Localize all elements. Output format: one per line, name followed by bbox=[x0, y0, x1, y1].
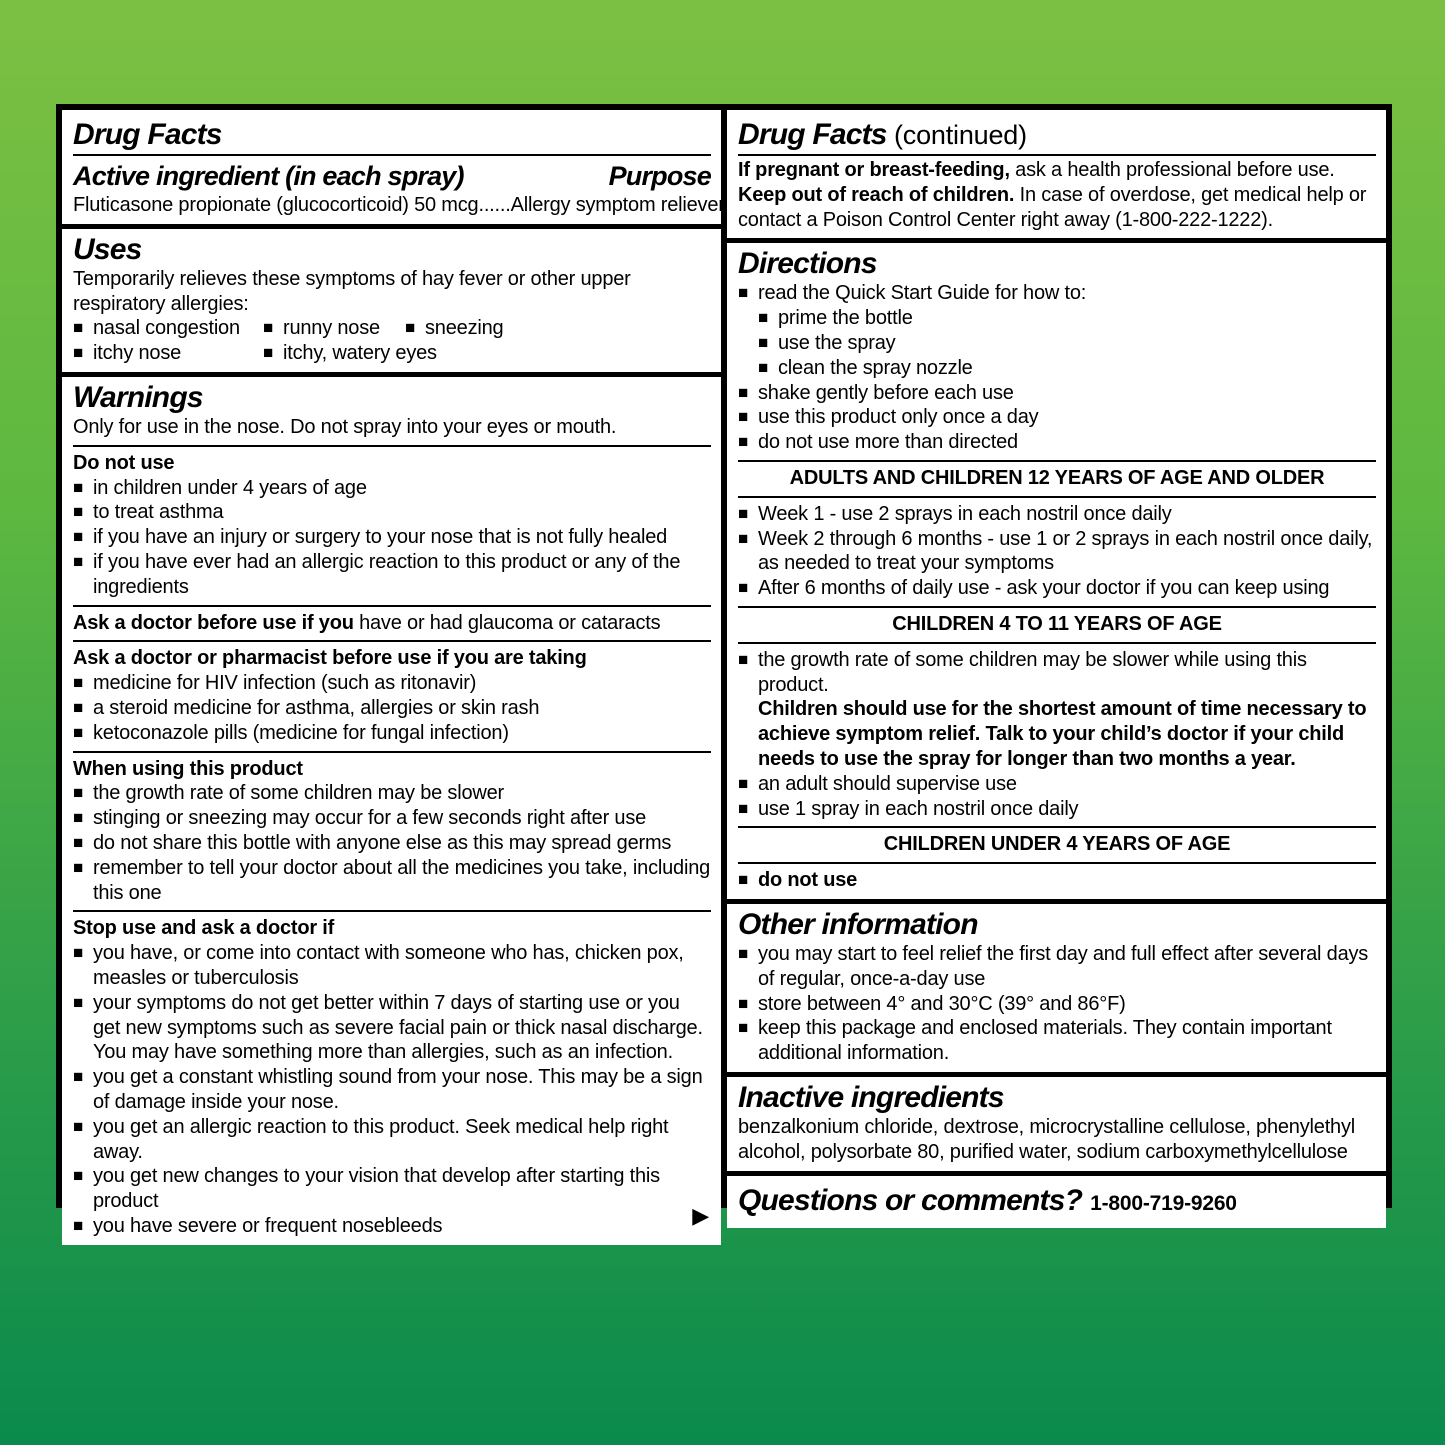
divider bbox=[738, 496, 1376, 498]
keep-away-line bbox=[738, 183, 1376, 233]
other-information-heading: Other information bbox=[738, 907, 978, 941]
bullet-icon: ■ bbox=[738, 993, 749, 1013]
list-item: ■ Week 2 through 6 months - use 1 or 2 sprays in each nostril once daily, as needed to treat your symptoms bbox=[738, 527, 1373, 575]
right-column bbox=[727, 110, 1386, 1217]
list-item: ■ clean the spray nozzle bbox=[758, 356, 973, 379]
list-item: ■ After 6 months of daily use - ask your doctor if you can keep using bbox=[738, 577, 1330, 600]
divider bbox=[738, 460, 1376, 462]
continued-title bbox=[738, 118, 1376, 156]
list-item: ■ do not use more than directed bbox=[738, 431, 1018, 454]
left-column bbox=[62, 110, 725, 1237]
divider bbox=[73, 445, 711, 447]
divider bbox=[738, 862, 1376, 864]
uses-heading: Uses bbox=[73, 232, 142, 266]
list-item: ■ read the Quick Start Guide for how to: bbox=[738, 282, 1087, 305]
ask-doctor-line bbox=[73, 611, 711, 636]
list-item: ■ a steroid medicine for asthma, allergies or skin rash bbox=[73, 696, 540, 719]
divider bbox=[73, 640, 711, 642]
bullet-icon: ■ bbox=[738, 432, 749, 452]
questions-phone: 1-800-719-9260 bbox=[1090, 1191, 1237, 1215]
active-ingredient-line: Fluticasone propionate (glucocorticoid) 50 mcg......Allergy symptom reliever bbox=[73, 194, 725, 216]
when-using-heading: When using this product bbox=[73, 757, 303, 780]
continued-panel bbox=[727, 110, 1386, 238]
inactive-ingredients-heading: Inactive ingredients bbox=[738, 1080, 1004, 1114]
list-item: ■ Week 1 - use 2 sprays in each nostril once daily bbox=[738, 502, 1172, 525]
bullet-icon: ■ bbox=[738, 407, 749, 427]
active-ingredient-panel bbox=[62, 110, 725, 224]
keep-away-text: In case of overdose, get medical help or contact a Poison Control Center right away (1-800-222-1222). bbox=[738, 183, 1367, 231]
directions-panel bbox=[727, 243, 1386, 899]
list-item: ■ you get a constant whistling sound from your nose. This may be a sign of damage inside your nose. bbox=[73, 1066, 703, 1113]
warnings-heading: Warnings bbox=[73, 380, 203, 414]
bullet-icon: ■ bbox=[738, 773, 749, 793]
bullet-icon: ■ bbox=[73, 697, 84, 717]
do-not-use-heading: Do not use bbox=[73, 451, 175, 474]
bullet-icon: ■ bbox=[73, 1166, 84, 1186]
list-item: ■ nasal congestion bbox=[73, 317, 240, 340]
bullet-icon: ■ bbox=[758, 332, 769, 352]
continued-suffix: (continued) bbox=[886, 120, 1027, 150]
list-item: ■ shake gently before each use bbox=[738, 381, 1014, 404]
bullet-icon: ■ bbox=[73, 808, 84, 828]
list-item: ■ keep this package and enclosed materials. They contain important additional information. bbox=[738, 1017, 1332, 1065]
list-item: ■ you may start to feel relief the first day and full effect after several days of regular, once-a-day use bbox=[738, 942, 1369, 990]
list-item: ■ use the spray bbox=[758, 331, 896, 354]
ask-doctor-text: have or had glaucoma or cataracts bbox=[353, 611, 661, 634]
purpose-heading: Purpose bbox=[608, 161, 711, 191]
list-item: ■ you have severe or frequent nosebleeds bbox=[73, 1214, 443, 1237]
list-item: ■ an adult should supervise use bbox=[738, 772, 1017, 795]
list-item: ■ you get an allergic reaction to this product. Seek medical help right away. bbox=[73, 1115, 669, 1163]
inactive-ingredients-text: benzalkonium chloride, dextrose, microcrystalline cellulose, phenylethyl alcohol, polysorbate 80, purified water, sodium carboxymethylcellulose bbox=[738, 1115, 1356, 1163]
active-ingredient-heading: Active ingredient (in each spray) bbox=[73, 161, 464, 191]
list-item: ■ sneezing bbox=[405, 317, 504, 340]
pregnant-heading: If pregnant or breast-feeding, bbox=[738, 159, 1010, 181]
bullet-icon: ■ bbox=[738, 943, 749, 963]
divider bbox=[73, 605, 711, 607]
bullet-icon: ■ bbox=[738, 870, 749, 890]
divider bbox=[73, 751, 711, 753]
list-item: ■ if you have an injury or surgery to your nose that is not fully healed bbox=[73, 526, 668, 549]
bullet-icon: ■ bbox=[738, 1018, 749, 1038]
children-growth-text: the growth rate of some children may be slower while using this product. Children should use for the shortest amount of time necessary to achieve symptom relief. Talk to your child’s doctor if your child needs to use the spray for longer than two months a year. bbox=[758, 648, 1367, 770]
children-bold-text: Children should use for the shortest amount of time necessary to achieve symptom relief. Talk to your child’s doctor if your child needs to use the spray for longer than two months a year. bbox=[758, 698, 1367, 770]
keep-away-heading: Keep out of reach of children. bbox=[738, 183, 1015, 206]
bullet-icon: ■ bbox=[758, 308, 769, 328]
bullet-icon: ■ bbox=[738, 649, 749, 669]
bullet-icon: ■ bbox=[263, 343, 274, 363]
list-item: ■ store between 4° and 30°C (39° and 86°F) bbox=[738, 992, 1126, 1015]
bullet-icon: ■ bbox=[738, 382, 749, 402]
list-item: ■ itchy nose bbox=[73, 342, 182, 365]
list-item: ■ your symptoms do not get better within 7 days of starting use or you get new symptoms such as severe facial pain or thick nasal discharge. You may have something more than allergies, such as an infection. bbox=[73, 991, 703, 1064]
pregnant-line bbox=[738, 158, 1376, 183]
divider bbox=[738, 642, 1376, 644]
bullet-icon: ■ bbox=[73, 502, 84, 522]
questions-label: Questions or comments? bbox=[738, 1183, 1083, 1217]
uses-panel bbox=[62, 229, 721, 372]
list-item: ■ runny nose bbox=[263, 317, 380, 340]
bullet-icon: ■ bbox=[738, 503, 749, 523]
bullet-icon: ■ bbox=[758, 357, 769, 377]
under4-heading: CHILDREN UNDER 4 YEARS OF AGE bbox=[883, 833, 1231, 856]
warnings-intro: Only for use in the nose. Do not spray into your eyes or mouth. bbox=[73, 415, 617, 438]
bullet-icon: ■ bbox=[73, 318, 84, 338]
divider bbox=[73, 910, 711, 912]
bullet-icon: ■ bbox=[73, 783, 84, 803]
bullet-icon: ■ bbox=[73, 527, 84, 547]
bullet-icon: ■ bbox=[263, 318, 274, 338]
bullet-icon: ■ bbox=[73, 857, 84, 877]
list-item: ■ in children under 4 years of age bbox=[73, 476, 367, 499]
bullet-icon: ■ bbox=[73, 1116, 84, 1136]
divider bbox=[738, 826, 1376, 828]
bullet-icon: ■ bbox=[738, 528, 749, 548]
bullet-icon: ■ bbox=[73, 1215, 84, 1235]
adults-heading: ADULTS AND CHILDREN 12 YEARS OF AGE AND OLDER bbox=[789, 466, 1325, 489]
other-information-panel bbox=[727, 904, 1386, 1072]
list-item: ■ itchy, watery eyes bbox=[263, 342, 437, 365]
list-item: ■ do not use bbox=[738, 869, 858, 892]
list-item: ■ stinging or sneezing may occur for a few seconds right after use bbox=[73, 807, 647, 830]
bullet-icon: ■ bbox=[738, 578, 749, 598]
divider bbox=[738, 606, 1376, 608]
ask-doctor-heading: Ask a doctor before use if you bbox=[73, 611, 354, 634]
list-item: ■ to treat asthma bbox=[73, 501, 224, 524]
list-item: ■ do not share this bottle with anyone else as this may spread germs bbox=[73, 831, 672, 854]
bullet-icon: ■ bbox=[738, 283, 749, 303]
list-item: ■ the growth rate of some children may be slower bbox=[73, 782, 504, 805]
questions-panel bbox=[727, 1176, 1386, 1228]
bullet-icon: ■ bbox=[73, 343, 84, 363]
bullet-icon: ■ bbox=[73, 943, 84, 963]
list-item: ■ you have, or come into contact with someone who has, chicken pox, measles or tuberculosis bbox=[73, 942, 684, 989]
uses-list bbox=[73, 316, 711, 366]
stop-use-heading: Stop use and ask a doctor if bbox=[73, 917, 335, 940]
active-ingredient-header bbox=[73, 159, 711, 193]
drug-facts-label bbox=[56, 104, 1392, 1237]
list-item: ■ if you have ever had an allergic reaction to this product or any of the ingredients bbox=[73, 550, 681, 598]
bullet-icon: ■ bbox=[73, 992, 84, 1012]
drug-facts-title: Drug Facts bbox=[738, 118, 887, 151]
list-item: ■ remember to tell your doctor about all the medicines you take, including this one bbox=[73, 856, 711, 904]
ask-pharmacist-heading: Ask a doctor or pharmacist before use if you are taking bbox=[73, 647, 587, 670]
bullet-icon: ■ bbox=[73, 722, 84, 742]
list-item bbox=[738, 648, 1376, 772]
pregnant-text: ask a health professional before use. bbox=[1009, 159, 1335, 181]
directions-heading: Directions bbox=[738, 247, 877, 281]
warnings-panel bbox=[62, 377, 721, 1245]
bullet-icon: ■ bbox=[73, 477, 84, 497]
list-item: ■ you get new changes to your vision that develop after starting this product bbox=[73, 1165, 660, 1213]
continue-arrow-icon: ▶ bbox=[692, 1202, 709, 1228]
children-heading: CHILDREN 4 TO 11 YEARS OF AGE bbox=[892, 612, 1222, 635]
list-item: ■ use 1 spray in each nostril once daily bbox=[738, 797, 1079, 820]
drug-facts-title: Drug Facts bbox=[73, 118, 711, 156]
list-item: ■ use this product only once a day bbox=[738, 406, 1039, 429]
bullet-icon: ■ bbox=[73, 673, 84, 693]
list-item: ■ medicine for HIV infection (such as ritonavir) bbox=[73, 672, 477, 695]
uses-intro: Temporarily relieves these symptoms of hay fever or other upper respiratory allergies: bbox=[73, 267, 631, 315]
inactive-ingredients-panel bbox=[727, 1077, 1386, 1171]
list-item: ■ ketoconazole pills (medicine for fungal infection) bbox=[73, 721, 509, 744]
list-item: ■ prime the bottle bbox=[758, 307, 913, 330]
bullet-icon: ■ bbox=[738, 798, 749, 818]
bullet-icon: ■ bbox=[73, 1067, 84, 1087]
bullet-icon: ■ bbox=[73, 832, 84, 852]
bullet-icon: ■ bbox=[73, 551, 84, 571]
bullet-icon: ■ bbox=[405, 318, 416, 338]
